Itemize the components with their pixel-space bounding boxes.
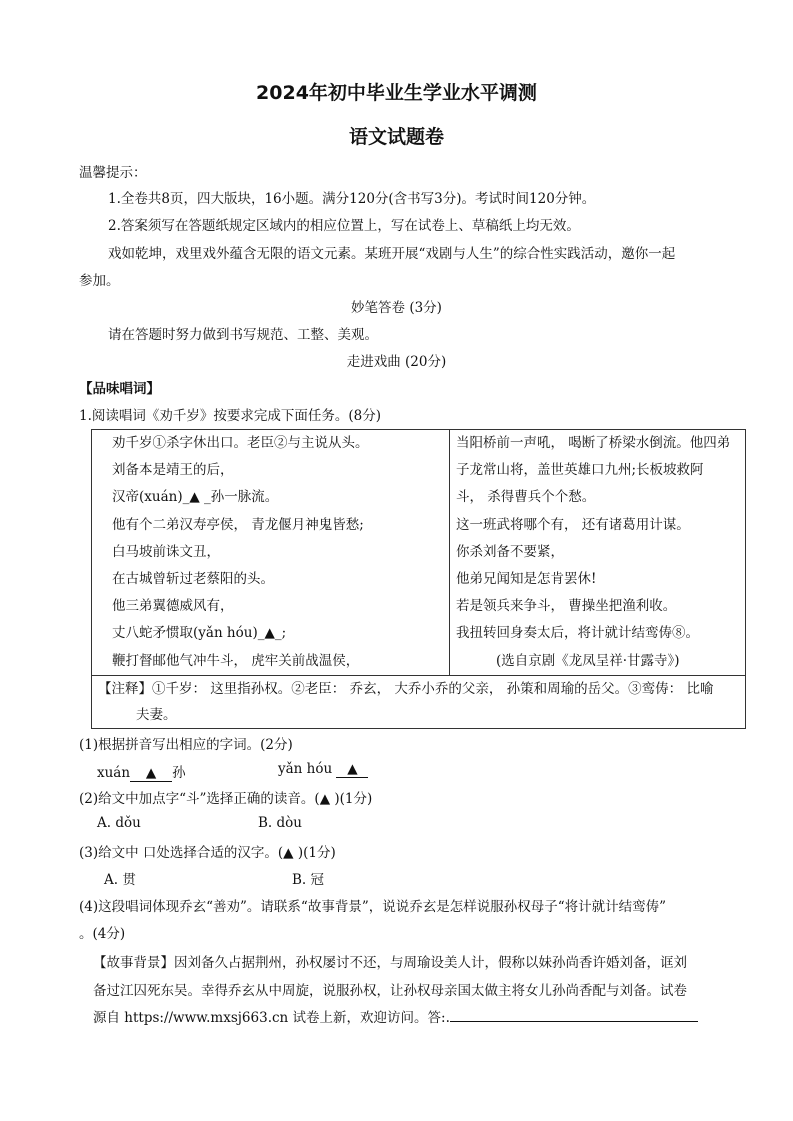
tips-heading: 温馨提示： [79, 165, 147, 181]
lyric-line: 丈八蛇矛惯取(yǎn hóu)_▲_; [112, 625, 287, 642]
pinyin-suffix: 孙 [172, 765, 186, 781]
lyric-line: 劝千岁①杀字休出口。老臣②与主说从头。 [112, 435, 369, 451]
lyric-line: 汉帝(xuán)_▲ _孙一脉流。 [112, 489, 279, 506]
exam-title: 2024年初中毕业生学业水平调测 [256, 82, 537, 104]
pinyin-answer-a [97, 761, 186, 782]
section-writing-body: 请在答题时努力做到书写规范、工整、美观。 [108, 327, 378, 343]
pinyin-label: yǎn hóu [278, 761, 333, 777]
lyric-line: 在古城曾斩过老蔡阳的头。 [112, 570, 274, 587]
story-background-cont: 备过江囚死东吴。幸得乔玄从中周旋，说服孙权，让孙权母亲国太做主将女儿孙尚香配与刘备。试卷 [93, 983, 687, 999]
lyric-line: 鞭打督邮他气冲牛斗， 虎牢关前战温侯， [112, 652, 360, 669]
lyric-line: 他有个二弟汉寿亭侯， 青龙偃月神鬼皆愁; [112, 516, 364, 533]
tip-item: 2.答案须写在答题纸规定区域内的相应位置上，写在试卷上、草稿纸上均无效。 [108, 218, 580, 234]
subheading-lyrics: 【品味唱词】 [79, 381, 160, 397]
lyric-line: 若是领兵来争斗， 曹操坐把渔利收。 [456, 598, 677, 615]
lyric-line: 当阳桥前一声吼， 喝断了桥梁水倒流。他四弟 [456, 435, 731, 451]
pinyin-label: xuán [97, 765, 131, 781]
lyric-line: 这一班武将哪个有， 还有诸葛用计谋。 [456, 516, 690, 533]
lyric-line: 你杀刘备不要紧， [456, 543, 564, 560]
tip-item: 1.全卷共8页，四大版块，16小题。满分120分(含书写3分)。考试时间120分钟。 [108, 191, 596, 207]
lyric-line: 他弟兄闻知是怎肯罢休! [456, 570, 597, 587]
lyrics-left-column [92, 430, 450, 676]
answer-blank[interactable]: ▲ [130, 765, 172, 782]
question-1: 1.阅读唱词《劝千岁》按要求完成下面任务。(8分) [79, 408, 382, 424]
option-a[interactable]: A. dǒu [97, 815, 141, 831]
subquestion-4: (4)这段唱词体现乔玄“善劝”。请联系“故事背景”，说说乔玄是怎样说服孙权母子“将计就计结鸾俦” [79, 899, 667, 915]
subquestion-2: (2)给文中加点字“斗”选择正确的读音。(▲ )(1分) [79, 791, 373, 807]
option-b[interactable]: B. dòu [258, 815, 302, 831]
intro-text: 戏如乾坤，戏里戏外蕴含无限的语文元素。某班开展“戏剧与人生”的综合性实践活动，邀你一起 [108, 246, 676, 262]
note-line-cont: 夫妻。 [136, 706, 177, 723]
option-a[interactable]: A. 贯 [104, 872, 136, 888]
exam-subtitle: 语文试题卷 [348, 126, 444, 148]
answer-row [93, 1006, 698, 1026]
lyric-line: 我扭转回身奏太后，将计就计结鸾俦⑧。 [456, 625, 699, 642]
lyric-line: 他三弟翼德威风有， [112, 598, 234, 615]
subquestion-3: (3)给文中 口处选择合适的汉字。(▲ )(1分) [79, 845, 336, 861]
lyrics-right-column [450, 430, 746, 676]
section-title-writing: 妙笔答卷 (3分) [351, 300, 442, 316]
pinyin-answer-b [278, 761, 368, 778]
subquestion-4-cont: 。(4分) [79, 926, 126, 942]
lyric-line: 斗， 杀得曹兵个个愁。 [456, 489, 596, 506]
section-title-opera: 走进戏曲 (20分) [346, 354, 447, 370]
lyric-source: (选自京剧《龙凤呈祥·甘露寺》) [496, 652, 680, 669]
option-b[interactable]: B. 冠 [292, 872, 325, 888]
story-background: 【故事背景】因刘备久占据荆州，孙权屡讨不还，与周瑜设美人计，假称以妹孙尚香许婚刘备，诓刘 [93, 955, 687, 971]
subquestion-1: (1)根据拼音写出相应的字词。(2分) [79, 737, 293, 753]
lyric-line: 白马坡前诛文丑， [112, 543, 220, 560]
answer-blank[interactable]: ▲ [336, 761, 368, 778]
answer-line[interactable] [450, 1007, 698, 1022]
lyric-line: 刘备本是靖王的后， [112, 462, 234, 479]
story-background-end: 源自 https://www.mxsj663.cn 试卷上新，欢迎访问。答:. [93, 1010, 450, 1026]
lyric-line: 子龙常山将，盖世英雄口九州;长板坡救阿 [456, 462, 704, 479]
lyrics-table [91, 429, 746, 729]
lyrics-notes [92, 675, 746, 728]
intro-text-cont: 参加。 [79, 273, 120, 289]
note-line: 【注释】①千岁： 这里指孙权。②老臣： 乔玄， 大乔小乔的父亲， 孙策和周瑜的岳父。③鸾俦： 比喻 [98, 680, 714, 697]
